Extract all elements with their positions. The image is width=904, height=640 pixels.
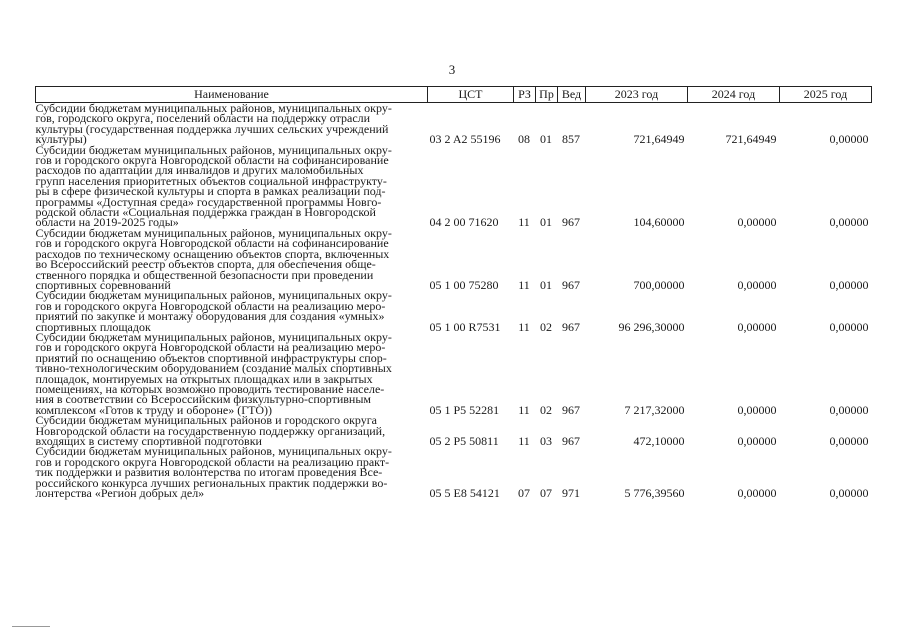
row-name-line: культуры): [35, 132, 87, 147]
row-2025: 0,00000: [829, 215, 869, 230]
row-name-line: ния в соответствии со Всероссийским физкультурно-спортивным: [35, 392, 372, 407]
row-2023: 96 296,30000: [618, 319, 685, 334]
row-name: [36, 103, 428, 145]
row-2023: 700,00000: [633, 277, 685, 292]
table-row: [36, 290, 872, 332]
row-cst: 05 2 P5 50811: [429, 434, 499, 448]
row-name-line: гов и городского округа Новгородской области на софинансирование: [35, 153, 389, 168]
row-pr: 07: [540, 486, 552, 501]
row-name-line: области на 2019-2025 годы»: [35, 215, 179, 230]
table-row: [36, 145, 872, 228]
row-rz: 11: [518, 402, 530, 417]
table-body: [36, 103, 872, 499]
table-row: [36, 228, 872, 290]
row-rz: 07: [518, 486, 530, 501]
row-2024: 0,00000: [737, 277, 777, 292]
row-name: [35, 444, 428, 501]
row-2023: 472,10000: [633, 434, 685, 448]
row-cst: 05 1 00 75280: [429, 277, 499, 292]
row-name-line: российского конкурса лучших региональных практик поддержки во-: [35, 475, 388, 490]
row-name-line: тик поддержки и развития волонтерства по итогам проведения Все-: [35, 465, 383, 480]
row-rz: 11: [518, 319, 530, 334]
table-row: [36, 103, 872, 145]
header-2025: 2025 год: [780, 87, 872, 103]
row-2023: 104,60000: [633, 215, 685, 230]
table-row: [36, 332, 872, 415]
row-rz: 11: [518, 434, 530, 448]
row-2024: 0,00000: [737, 215, 777, 230]
row-name-line: входящих в систему спортивной подготовки: [35, 434, 262, 448]
header-2024: 2024 год: [688, 87, 780, 103]
row-name-line: ры в сфере физической культуры и спорта в рамках реализации под-: [35, 184, 386, 199]
row-rz: 08: [518, 132, 530, 147]
footer-rule: [12, 626, 50, 627]
row-rz: 11: [518, 277, 530, 292]
header-cst: ЦСТ: [428, 87, 514, 103]
row-name-line: лонтерства «Регион добрых дел»: [35, 486, 205, 501]
row-name: [35, 142, 428, 230]
row-name-line: расходов по техническому оснащению объектов спорта, включенных: [35, 246, 390, 261]
table-row: [36, 446, 872, 498]
row-name-line: Субсидии бюджетам муниципальных районов, муниципальных окру-: [35, 101, 392, 115]
header-rz: РЗ: [514, 87, 536, 103]
row-pr: 02: [540, 402, 552, 417]
row-ved: 967: [562, 434, 580, 448]
row-cst: 03 2 A2 55196: [429, 132, 501, 147]
row-2024: 0,00000: [737, 486, 777, 501]
row-name-line: гов и городского округа Новгородской области на реализацию меро-: [35, 298, 386, 313]
row-name-line: площадок, монтируемых на открытых площадках или в закрытых: [35, 371, 373, 386]
row-2024: 0,00000: [737, 434, 777, 448]
row-name-line: культуры (государственная поддержка лучших сельских учреждений: [35, 121, 389, 136]
row-name: [36, 415, 428, 446]
row-ved: 967: [562, 215, 580, 230]
row-cst: 05 1 00 R7531: [429, 319, 501, 334]
row-rz: 11: [518, 215, 530, 230]
row-name-line: программы «Доступная среда» государственной программы Новго-: [35, 194, 382, 209]
row-name-line: тивно-технологическим оборудованием (создание малых спортивных: [35, 361, 392, 376]
row-name-line: гов и городского округа Новгородской области на софинансирование: [35, 236, 389, 251]
row-name-line: Субсидии бюджетам муниципальных районов, муниципальных окру-: [35, 142, 392, 157]
row-name: [35, 329, 428, 417]
header-pr: Пр: [536, 87, 558, 103]
row-name-line: во Всероссийский реестр объектов спорта, для обеспечения обще-: [35, 257, 376, 272]
row-2023: 5 776,39560: [624, 486, 685, 501]
row-2025: 0,00000: [829, 434, 869, 448]
page-number: 3: [448, 62, 456, 77]
row-name: [35, 225, 428, 292]
row-cst: 05 5 E8 54121: [429, 486, 500, 501]
row-name-line: комплексом «Готов к труду и обороне» (ГТО)): [35, 402, 272, 417]
row-pr: 03: [540, 434, 552, 448]
row-name-line: гов, городского округа, поселений области на поддержку отрасли: [35, 111, 371, 126]
row-name-line: спортивных площадок: [35, 319, 151, 334]
row-2025: 0,00000: [829, 402, 869, 417]
row-2025: 0,00000: [829, 486, 869, 501]
row-name-line: групп населения приоритетных объектов социальной инфраструкту-: [35, 173, 387, 188]
row-name-line: Новгородской области на государственную поддержку организаций,: [35, 423, 386, 438]
row-name-line: Субсидии бюджетам муниципальных районов, муниципальных окру-: [35, 444, 392, 459]
row-2025: 0,00000: [829, 132, 869, 147]
row-name-line: ственного порядка и общественной безопасности при проведении: [35, 267, 374, 282]
row-cst: 05 1 P5 52281: [429, 402, 500, 417]
header-name: Наименование: [36, 87, 428, 103]
row-2025: 0,00000: [829, 277, 869, 292]
row-name-line: расходов по адаптации для инвалидов и других маломобильных: [35, 163, 364, 178]
row-pr: 01: [540, 215, 552, 230]
row-name-line: гов и городского округа Новгородской области на реализацию практ-: [35, 454, 390, 469]
table-row: [36, 415, 872, 446]
row-name-line: спортивных соревнований: [35, 277, 171, 292]
row-name-line: Субсидии бюджетам муниципальных районов, муниципальных окру-: [35, 288, 392, 303]
row-pr: 01: [540, 132, 552, 147]
header-ved: Вед: [558, 87, 586, 103]
row-ved: 967: [562, 402, 580, 417]
row-name-line: приятий по оснащению объектов спортивной инфраструктуры спор-: [35, 350, 387, 365]
row-name-line: приятий по закупке и монтажу оборудования для создания «умных»: [35, 309, 385, 324]
row-name: [36, 290, 428, 332]
row-2023: 721,64949: [633, 132, 685, 147]
row-cst: 04 2 00 71620: [429, 215, 499, 230]
row-name-line: Субсидии бюджетам муниципальных районов, муниципальных окру-: [35, 329, 392, 344]
row-pr: 01: [540, 277, 552, 292]
row-ved: 857: [562, 132, 580, 147]
row-ved: 967: [562, 277, 580, 292]
row-2024: 0,00000: [737, 319, 777, 334]
row-name-line: гов и городского округа Новгородской области на реализацию меро-: [35, 340, 386, 355]
row-2023: 7 217,32000: [624, 402, 685, 417]
row-name-line: Субсидии бюджетам муниципальных районов, муниципальных окру-: [35, 225, 392, 240]
row-pr: 02: [540, 319, 552, 334]
row-name-line: Субсидии бюджетам муниципальных районов и городского округа: [35, 413, 377, 428]
budget-table: [35, 86, 872, 501]
row-ved: 967: [562, 319, 580, 334]
row-name-line: родской области «Социальная поддержка граждан в Новгородской: [35, 205, 376, 220]
row-2024: 0,00000: [737, 402, 777, 417]
row-2025: 0,00000: [829, 319, 869, 334]
header-2023: 2023 год: [586, 87, 688, 103]
row-name-line: помещениях, на которых возможно проводить тестирование населе-: [35, 381, 385, 396]
row-ved: 971: [562, 486, 580, 501]
row-2024: 721,64949: [725, 132, 777, 147]
